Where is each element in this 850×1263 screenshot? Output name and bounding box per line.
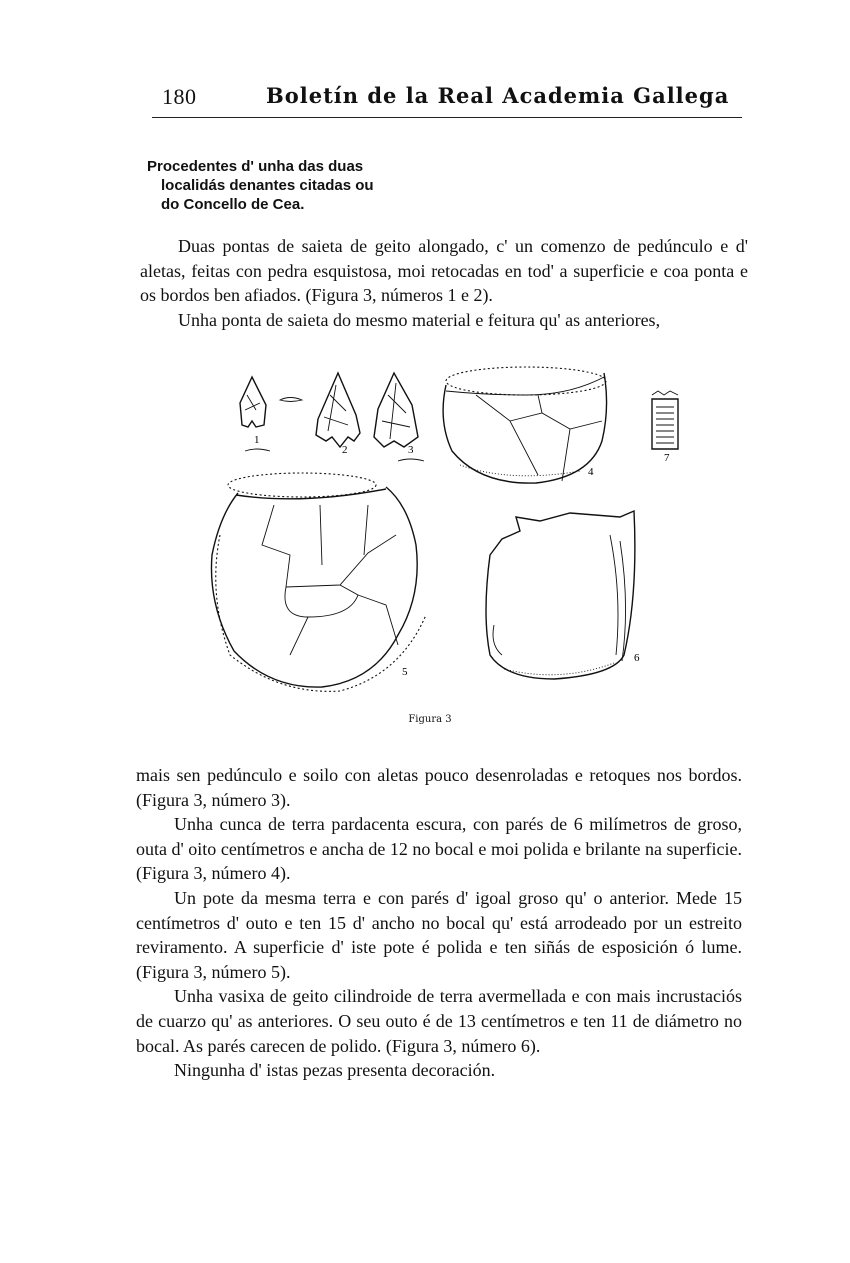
paragraph: Unha cunca de terra pardacenta escura, con parés de 6 milímetros de groso, outa d' oito centímetros e ancha de 12 no bocal e moi polida e brilante na superficie. (Figura 3, número 4). <box>136 814 742 884</box>
figure-3 <box>190 355 710 705</box>
paragraph: Duas pontas de saieta de geito alongado, c' un comenzo de pedúnculo e d' aletas, feitas con pedra esquistosa, moi retocadas en tod' a superficie e coa ponta e os bordos ben afiados. (Figura 3, números 1 e 2). <box>140 236 748 306</box>
section-heading-line: localidás denantes citadas ou <box>161 177 374 194</box>
section-heading-line: do Concello de Cea. <box>161 196 305 213</box>
arrowhead-1-drawing <box>240 377 302 451</box>
bowl-4-drawing <box>443 367 606 483</box>
paragraph: Ningunha d' istas pezas presenta decoración. <box>174 1060 496 1081</box>
arrowhead-3-drawing <box>374 373 424 461</box>
figure-illustration <box>190 355 710 705</box>
body-text-bottom <box>136 763 742 1083</box>
figure-label-3: 3 <box>408 444 414 456</box>
figure-caption: Figura 3 <box>408 714 452 725</box>
figure-label-5: 5 <box>402 666 408 678</box>
paragraph: Unha vasixa de geito cilindroide de terra avermellada e con mais incrustaciós de cuarzo qu' as anteriores. O seu outo é de 13 centímetros e ten 11 de diámetro no bocal. As parés carecen de polido. (Figura 3, número 6). <box>136 986 742 1056</box>
figure-label-1: 1 <box>254 434 260 446</box>
body-text-top <box>140 234 748 332</box>
header-rule <box>152 117 742 118</box>
figure-label-6: 6 <box>634 652 640 664</box>
pot-5-drawing <box>211 473 426 691</box>
running-title: Boletín de la Real Academia Gallega <box>266 83 730 108</box>
paragraph: Unha ponta de saieta do mesmo material e feitura qu' as anteriores, <box>178 309 661 330</box>
figure-label-4: 4 <box>588 466 594 478</box>
page-number: 180 <box>162 84 197 109</box>
figure-label-7: 7 <box>664 452 670 464</box>
vessel-6-drawing <box>486 511 640 679</box>
paragraph: Un pote da mesma terra e con parés d' igoal groso qu' o anterior. Mede 15 centímetros d' outo e ten 15 d' ancho no bocal qu' está arrodeado por un estreito reviramento. A superficie d' iste pote é polida e ten siñás de esposición ó lume. (Figura 3, número 5). <box>136 887 742 982</box>
figure-label-2: 2 <box>342 444 348 456</box>
section-heading <box>147 157 447 214</box>
section-heading-line: Procedentes d' unha das duas <box>147 158 364 175</box>
arrowhead-2-drawing <box>316 373 360 456</box>
paragraph: mais sen pedúnculo e soilo con aletas pouco desenroladas e retoques nos bordos. (Figura 3, número 3). <box>136 765 742 810</box>
object-7-drawing <box>652 391 678 464</box>
